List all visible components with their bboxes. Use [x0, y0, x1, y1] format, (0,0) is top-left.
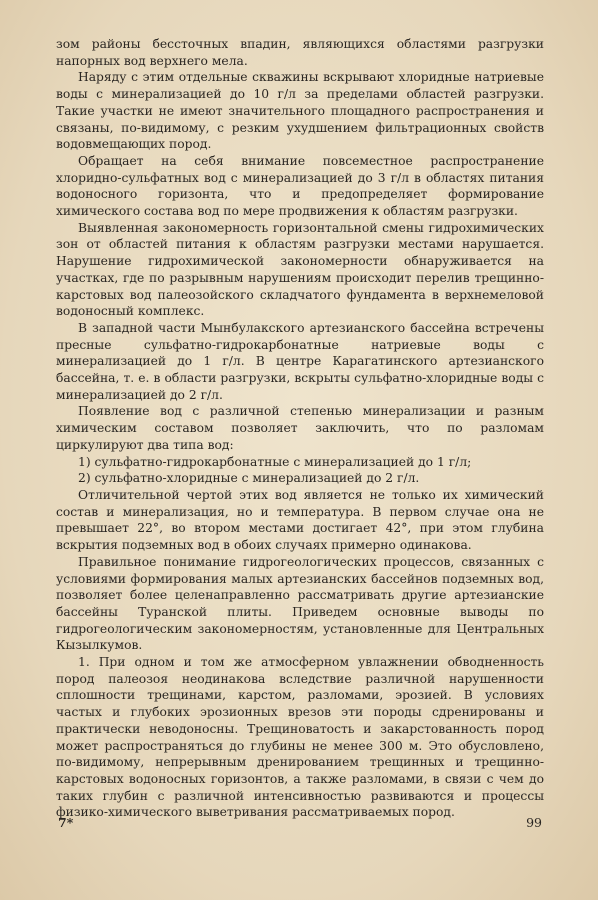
- paragraph: Обращает на себя внимание повсеместное распространение хлоридно-сульфатных вод с минерализацией до 3 г/л в областях питания водоносного горизонта, что и предопределяет формирование химического состава вод по мере продвижения к областям разгрузки.: [56, 153, 544, 219]
- paragraph: 1. При одном и том же атмосферном увлажнении обводненность пород палеозоя неодинакова вследствие различной нарушенности сплошности трещинами, карстом, разломами, эрозией. В условиях частых и глубоких эрозионных врезов эти породы сдренированы и практически неводоносны. Трещиноватость и закарстованность пород может распространяться до глубины не менее 300 м. Это обусловлено, по-видимому, непрерывным дренированием трещинных и трещинно-карстовых водоносных горизонтов, а также разломами, в связи с чем до таких глубин с различной интенсивностью развиваются и процессы физико-химического выветривания рассматриваемых пород.: [56, 655, 544, 820]
- page-footer: [58, 815, 542, 835]
- paragraph: Правильное понимание гидрогеологических процессов, связанных с условиями формирования малых артезианских бассейнов подземных вод, позволяет более целенаправленно рассматривать другие артезианские бассейны Туранской плиты. Приведем основные выводы по гидрогеологическим закономерностям, установленные для Центральных Кызылкумов.: [56, 554, 544, 653]
- paragraph: Появление вод с различной степенью минерализации и разным химическим составом позволяет заключить, что по разломам циркулируют два типа вод:: [56, 404, 544, 452]
- paragraph: зом районы бессточных впадин, являющихся областями разгрузки напорных вод верхнего мела.: [56, 37, 544, 68]
- paragraph: Выявленная закономерность горизонтальной смены гидрохимических зон от областей питания к областям разгрузки местами нарушается. Нарушение гидрохимической закономерности обнаруживается на участках, где по разрывным нарушениям происходит перелив трещинно-карстовых вод палеозойского складчатого фундамента в верхнемеловой водоносный комплекс.: [56, 220, 544, 319]
- list-item: 1) сульфатно-гидрокарбонатные с минерализацией до 1 г/л;: [78, 454, 472, 469]
- signature-mark: 7*: [58, 815, 74, 830]
- page-number: 99: [526, 815, 542, 830]
- list-item: 2) сульфатно-хлоридные с минерализацией до 2 г/л.: [78, 471, 420, 486]
- body-text: [56, 36, 544, 821]
- paragraph: Наряду с этим отдельные скважины вскрывают хлоридные натриевые воды с минерализацией до 10 г/л за пределами областей разгрузки. Такие участки не имеют значительного площадного распространения и связаны, по-видимому, с резким ухудшением фильтрационных свойств водовмещающих пород.: [56, 70, 544, 152]
- paragraph: В западной части Мынбулакского артезианского бассейна встречены пресные сульфатно-гидрокарбонатные натриевые воды с минерализацией до 1 г/л. В центре Карагатинского артезианского бассейна, т. е. в области разгрузки, вскрыты сульфатно-хлоридные воды с минерализацией до 2 г/л.: [56, 320, 544, 402]
- paragraph: Отличительной чертой этих вод является не только их химический состав и минерализация, но и температура. В первом случае она не превышает 22°, во втором местами достигает 42°, при этом глубина вскрытия подземных вод в обоих случаях примерно одинакова.: [56, 487, 544, 553]
